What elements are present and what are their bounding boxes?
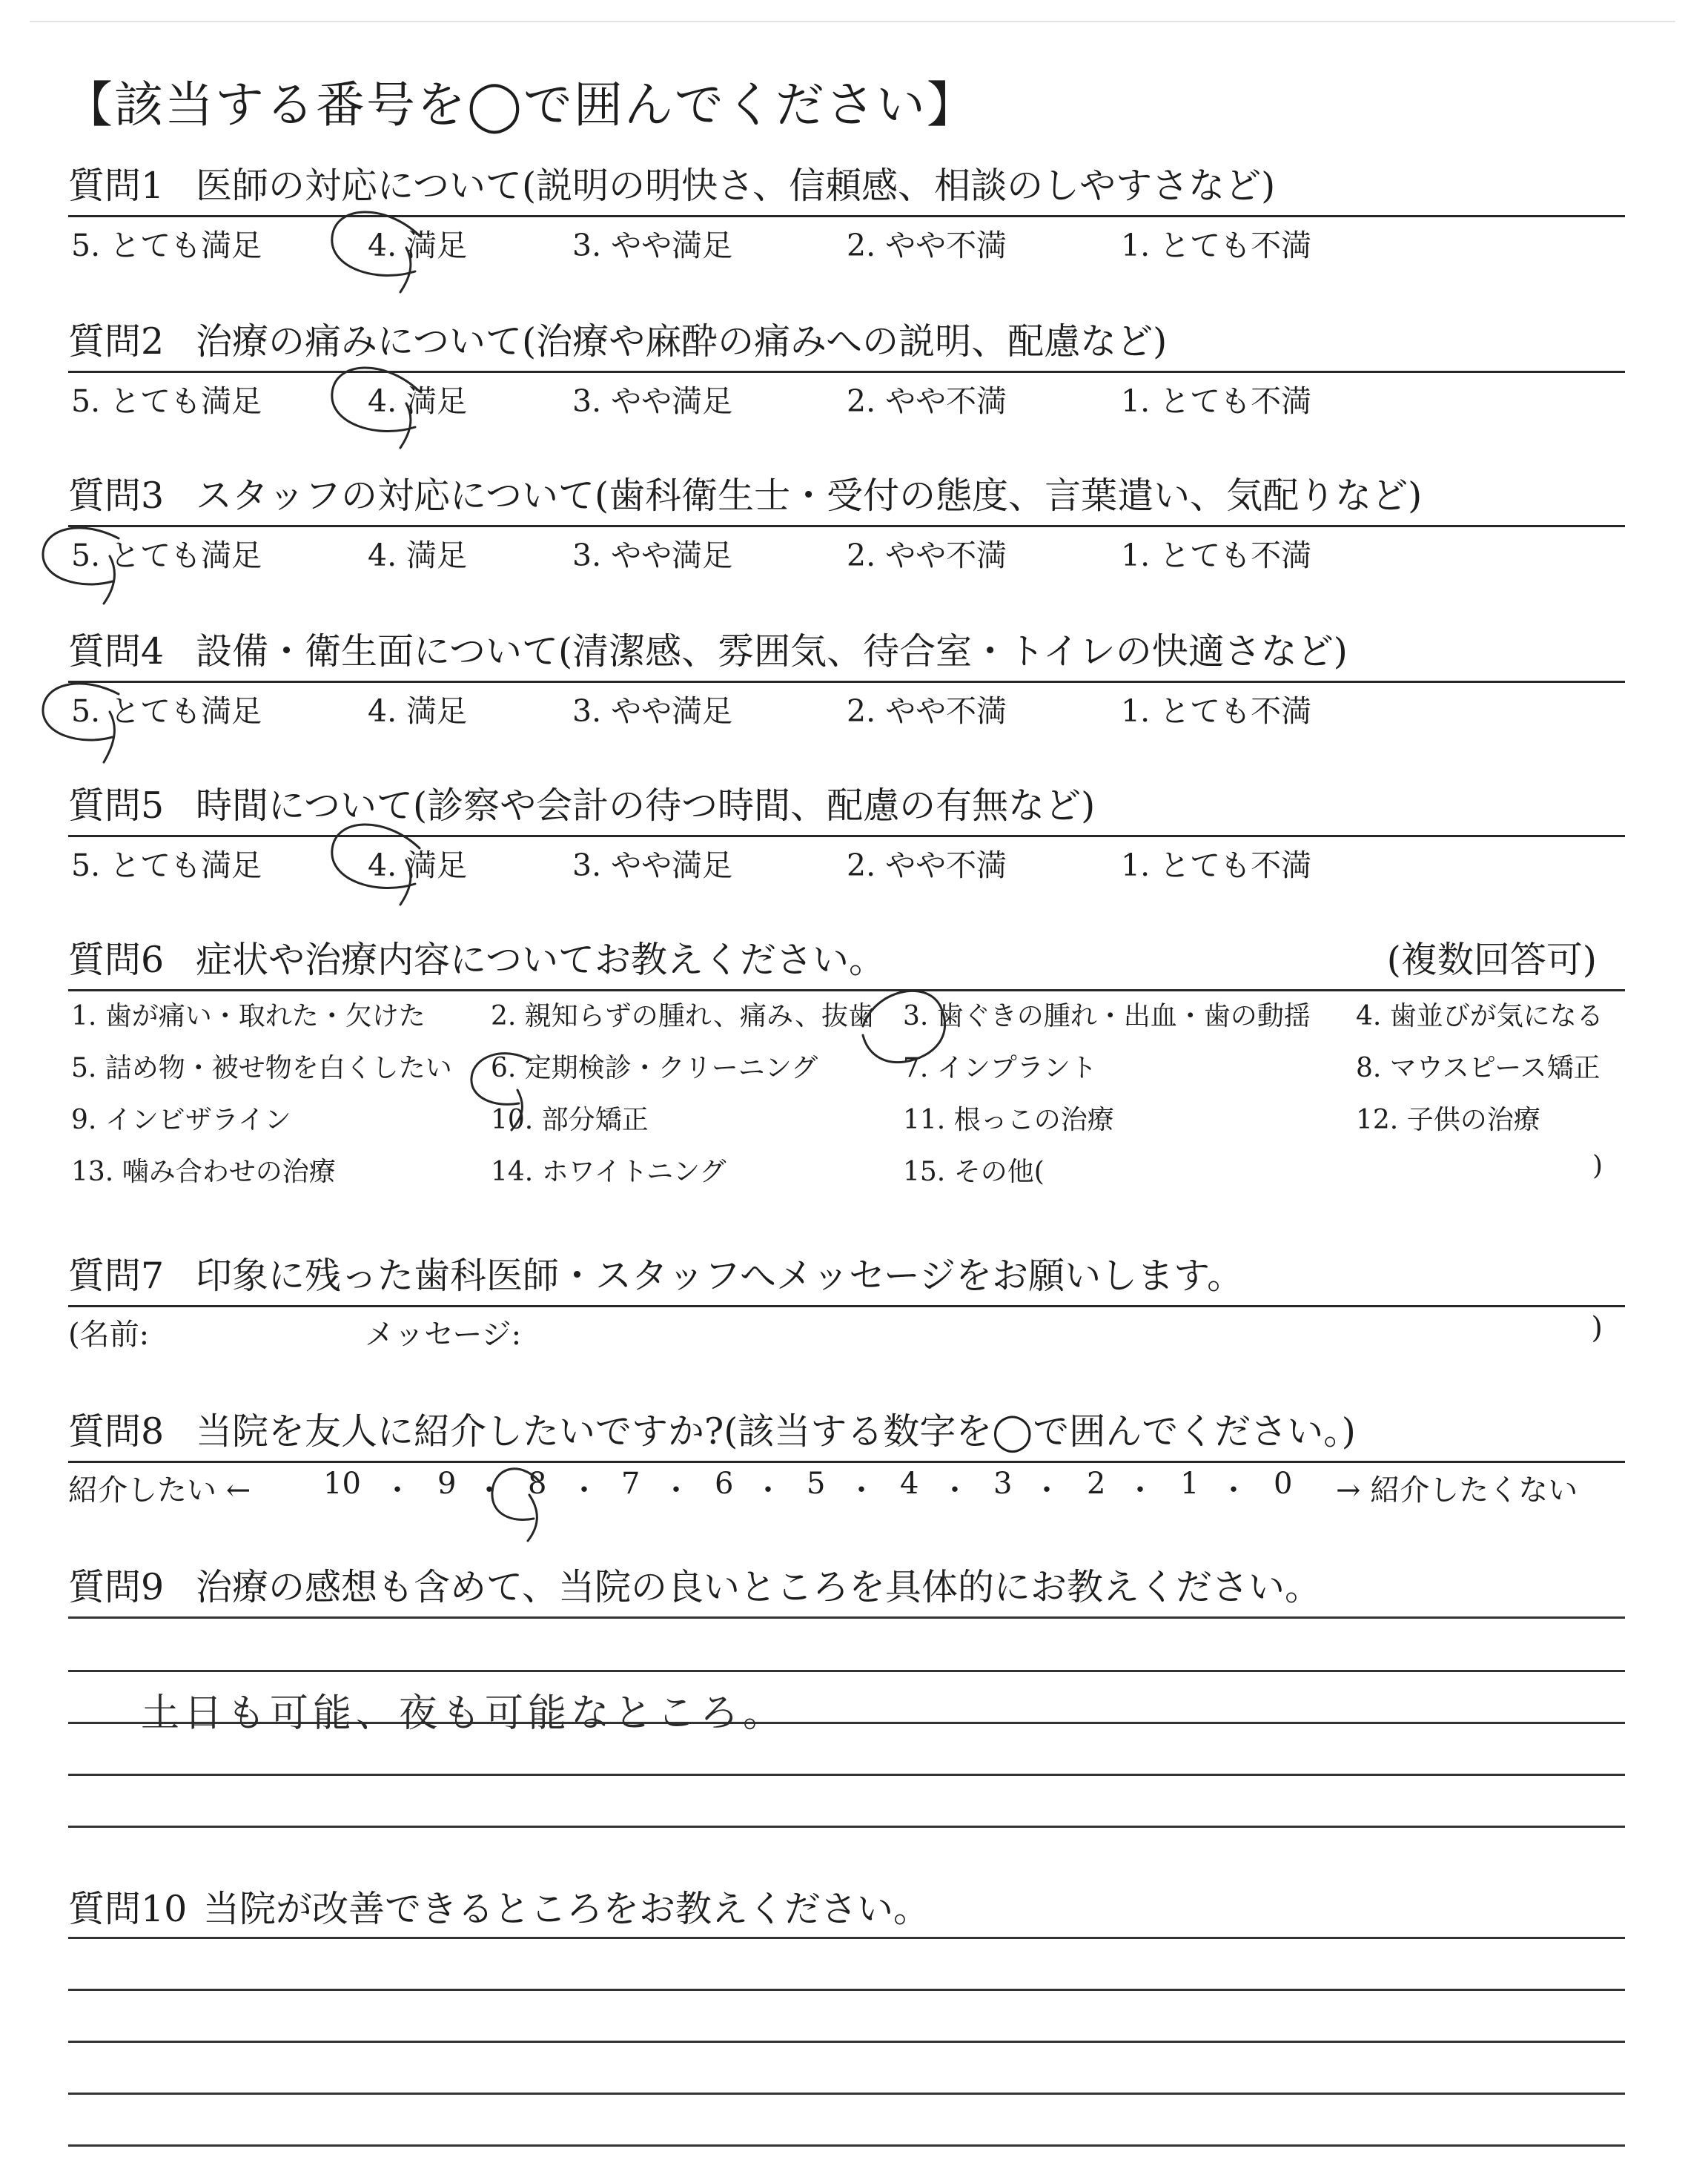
handwritten-answer-q9: 土日も可能、夜も可能なところ。 bbox=[141, 1691, 787, 1736]
rating-option-1[interactable]: 1. とても不満 bbox=[1121, 693, 1312, 729]
scale-separator: ・ bbox=[474, 1473, 504, 1507]
question-4 bbox=[68, 627, 1625, 729]
scale-value-6[interactable]: 6 bbox=[715, 1467, 734, 1501]
rating-option-4[interactable]: 4. 満足 bbox=[368, 693, 468, 729]
rating-option-1[interactable]: 1. とても不満 bbox=[1121, 538, 1312, 573]
writing-line bbox=[68, 1774, 1625, 1776]
question-number: 質問6 bbox=[68, 939, 165, 981]
scale-value-8[interactable]: 8 bbox=[528, 1467, 547, 1501]
rating-option-3[interactable]: 3. やや満足 bbox=[572, 538, 733, 573]
question-number: 質問7 bbox=[68, 1255, 165, 1297]
question-number: 質問4 bbox=[68, 630, 165, 673]
question-text: 当院を友人に紹介したいですか?(該当する数字を◯で囲んでください。) bbox=[196, 1410, 1356, 1453]
writing-line bbox=[68, 1826, 1625, 1828]
question-text: 医師の対応について(説明の明快さ、信頼感、相談のしやすさなど) bbox=[196, 165, 1276, 207]
question-number: 質問8 bbox=[68, 1410, 165, 1453]
scale-separator: ・ bbox=[753, 1473, 783, 1507]
question-rule bbox=[68, 215, 1625, 217]
scale-value-4[interactable]: 4 bbox=[900, 1467, 919, 1501]
symptom-option-2[interactable]: 2. 親知らずの腫れ、痛み、抜歯 bbox=[491, 1001, 875, 1031]
writing-line bbox=[68, 2144, 1625, 2147]
rating-option-5[interactable]: 5. とても満足 bbox=[71, 538, 262, 573]
scale-separator: ・ bbox=[1032, 1473, 1062, 1507]
question-7 bbox=[68, 1252, 1625, 1352]
question-text: 治療の痛みについて(治療や麻酔の痛みへの説明、配慮など) bbox=[196, 320, 1168, 363]
question-8 bbox=[68, 1407, 1625, 1507]
writing-line bbox=[68, 1616, 1625, 1619]
scale-separator: ・ bbox=[1219, 1473, 1248, 1507]
symptom-option-7[interactable]: 7. インプラント bbox=[903, 1053, 1097, 1083]
question-text: 時間について(診察や会計の待つ時間、配慮の有無など) bbox=[196, 785, 1096, 827]
rating-option-4[interactable]: 4. 満足 bbox=[368, 538, 468, 573]
rating-option-5[interactable]: 5. とても満足 bbox=[71, 228, 262, 263]
question-7-heading bbox=[68, 1252, 1625, 1301]
message-close-paren: ) bbox=[1591, 1311, 1603, 1345]
symptom-option-13[interactable]: 13. 噛み合わせの治療 bbox=[71, 1157, 336, 1187]
symptom-option-14[interactable]: 14. ホワイトニング bbox=[491, 1157, 726, 1187]
scale-value-3[interactable]: 3 bbox=[993, 1467, 1013, 1501]
rating-option-5[interactable]: 5. とても満足 bbox=[71, 848, 262, 883]
page-title: 【該当する番号を◯で囲んでください】 bbox=[64, 76, 977, 133]
symptom-option-15[interactable]: 15. その他( bbox=[903, 1157, 1045, 1187]
question-text: 治療の感想も含めて、当院の良いところを具体的にお教えください。 bbox=[196, 1566, 1322, 1608]
rating-option-3[interactable]: 3. やや満足 bbox=[572, 848, 733, 883]
scale-value-1[interactable]: 1 bbox=[1180, 1467, 1199, 1501]
scale-value-10[interactable]: 10 bbox=[323, 1467, 361, 1501]
rating-option-2[interactable]: 2. やや不満 bbox=[847, 693, 1007, 729]
scale-value-5[interactable]: 5 bbox=[807, 1467, 826, 1501]
rating-option-3[interactable]: 3. やや満足 bbox=[572, 693, 733, 729]
scale-value-9[interactable]: 9 bbox=[437, 1467, 457, 1501]
writing-line bbox=[68, 1937, 1625, 1939]
scale-separator: ・ bbox=[847, 1473, 876, 1507]
question-8-heading bbox=[68, 1407, 1625, 1456]
rating-option-2[interactable]: 2. やや不満 bbox=[847, 228, 1007, 263]
scale-separator: ・ bbox=[383, 1473, 412, 1507]
rating-option-2[interactable]: 2. やや不満 bbox=[847, 538, 1007, 573]
rating-options bbox=[68, 841, 1625, 885]
writing-line bbox=[68, 1670, 1625, 1672]
symptom-option-5[interactable]: 5. 詰め物・被せ物を白くしたい bbox=[71, 1053, 452, 1083]
symptom-option-10[interactable]: 10. 部分矯正 bbox=[491, 1105, 649, 1135]
scale-left-label: 紹介したい ← bbox=[68, 1473, 251, 1507]
symptom-option-4[interactable]: 4. 歯並びが気になる bbox=[1356, 1001, 1603, 1031]
rating-option-2[interactable]: 2. やや不満 bbox=[847, 383, 1007, 419]
symptom-option-12[interactable]: 12. 子供の治療 bbox=[1356, 1105, 1540, 1135]
question-number: 質問5 bbox=[68, 785, 165, 827]
symptom-option-8[interactable]: 8. マウスピース矯正 bbox=[1356, 1053, 1601, 1083]
question-rule bbox=[68, 681, 1625, 683]
rating-options bbox=[68, 531, 1625, 575]
message-label: メッセージ: bbox=[365, 1318, 522, 1352]
writing-line bbox=[68, 2093, 1625, 2095]
question-10-heading bbox=[68, 1885, 1625, 1934]
symptom-option-3[interactable]: 3. 歯ぐきの腫れ・出血・歯の動揺 bbox=[903, 1001, 1311, 1031]
rating-options bbox=[68, 377, 1625, 421]
scale-value-7[interactable]: 7 bbox=[621, 1467, 640, 1501]
rating-option-3[interactable]: 3. やや満足 bbox=[572, 228, 733, 263]
question-6 bbox=[68, 936, 1625, 1187]
symptom-option-9[interactable]: 9. インビザライン bbox=[71, 1105, 291, 1135]
rating-option-1[interactable]: 1. とても不満 bbox=[1121, 228, 1312, 263]
scale-separator: ・ bbox=[569, 1473, 599, 1507]
rating-option-1[interactable]: 1. とても不満 bbox=[1121, 383, 1312, 419]
rating-options bbox=[68, 687, 1625, 731]
scale-separator: ・ bbox=[1125, 1473, 1155, 1507]
question-rule bbox=[68, 1305, 1625, 1307]
question-5 bbox=[68, 782, 1625, 883]
scan-edge bbox=[30, 21, 1675, 22]
question-rule bbox=[68, 989, 1625, 991]
question-number: 質問1 bbox=[68, 165, 165, 207]
rating-option-2[interactable]: 2. やや不満 bbox=[847, 848, 1007, 883]
question-number: 質問9 bbox=[68, 1566, 165, 1608]
scale-separator: ・ bbox=[940, 1473, 970, 1507]
question-3-heading bbox=[68, 472, 1625, 521]
writing-line bbox=[68, 2041, 1625, 2043]
question-rule bbox=[68, 835, 1625, 837]
multiple-answers-note: (複数回答可) bbox=[1386, 939, 1597, 981]
question-rule bbox=[68, 525, 1625, 527]
rating-option-1[interactable]: 1. とても不満 bbox=[1121, 848, 1312, 883]
question-number: 質問2 bbox=[68, 320, 165, 363]
name-label: (名前: bbox=[68, 1318, 150, 1352]
scale-value-0[interactable]: 0 bbox=[1274, 1467, 1293, 1501]
question-2-heading bbox=[68, 317, 1625, 366]
question-text: スタッフの対応について(歯科衛生士・受付の態度、言葉遣い、気配りなど) bbox=[196, 475, 1423, 517]
question-5-heading bbox=[68, 782, 1625, 830]
rating-option-4[interactable]: 4. 満足 bbox=[368, 848, 468, 883]
scale-right-label: → 紹介したくない bbox=[1336, 1473, 1578, 1507]
question-rule bbox=[68, 1461, 1625, 1463]
question-text: 症状や治療内容についてお教えください。 bbox=[196, 939, 886, 981]
question-9 bbox=[68, 1563, 1625, 1612]
question-1-heading bbox=[68, 162, 1625, 211]
rating-option-4[interactable]: 4. 満足 bbox=[368, 383, 468, 419]
question-3 bbox=[68, 472, 1625, 573]
rating-option-4[interactable]: 4. 満足 bbox=[368, 228, 468, 263]
symptom-option-11[interactable]: 11. 根っこの治療 bbox=[903, 1105, 1114, 1135]
rating-option-5[interactable]: 5. とても満足 bbox=[71, 383, 262, 419]
rating-option-5[interactable]: 5. とても満足 bbox=[71, 693, 262, 729]
question-2 bbox=[68, 317, 1625, 419]
question-text: 印象に残った歯科医師・スタッフへメッセージをお願いします。 bbox=[196, 1255, 1244, 1297]
symptom-option-6[interactable]: 6. 定期検診・クリーニング bbox=[491, 1053, 818, 1083]
question-text: 当院が改善できるところをお教えください。 bbox=[203, 1888, 930, 1930]
question-text: 設備・衛生面について(清潔感、雰囲気、待合室・トイレの快適さなど) bbox=[196, 630, 1348, 673]
question-1 bbox=[68, 162, 1625, 263]
rating-option-3[interactable]: 3. やや満足 bbox=[572, 383, 733, 419]
other-close-paren: ) bbox=[1592, 1151, 1603, 1181]
question-rule bbox=[68, 371, 1625, 373]
question-number: 質問10 bbox=[68, 1888, 188, 1930]
question-10 bbox=[68, 1885, 1625, 1934]
question-6-heading bbox=[68, 936, 1625, 985]
question-9-heading bbox=[68, 1563, 1625, 1612]
symptom-option-1[interactable]: 1. 歯が痛い・取れた・欠けた bbox=[71, 1001, 426, 1031]
scale-value-2[interactable]: 2 bbox=[1087, 1467, 1106, 1501]
question-number: 質問3 bbox=[68, 475, 165, 517]
scale-separator: ・ bbox=[661, 1473, 691, 1507]
rating-options bbox=[68, 221, 1625, 265]
writing-line bbox=[68, 1989, 1625, 1991]
question-4-heading bbox=[68, 627, 1625, 676]
